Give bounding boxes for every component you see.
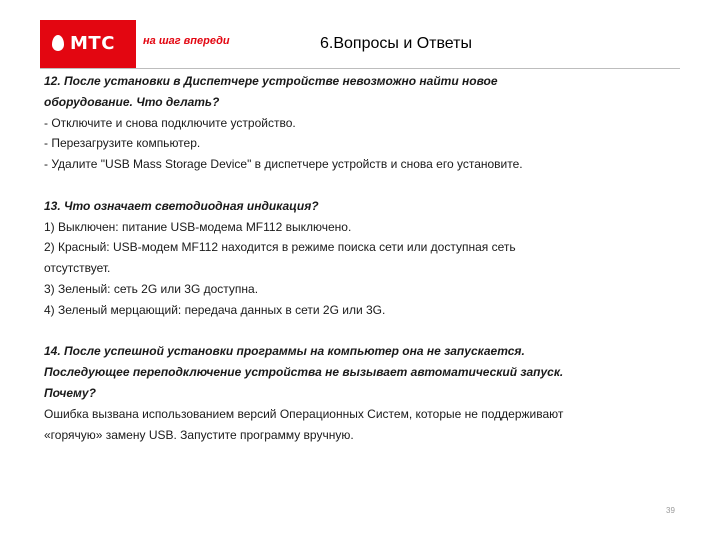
section-spacer <box>44 321 684 342</box>
brand-slogan: на шаг впереди <box>143 35 230 47</box>
faq-item-13 <box>44 196 684 321</box>
question-line: Почему? <box>44 385 96 400</box>
answer-line: - Отключите и снова подключите устройство. <box>44 115 296 130</box>
slide-title: 6.Вопросы и Ответы <box>320 35 472 52</box>
answer-line: - Удалите "USB Mass Storage Device" в диспетчере устройств и снова его установите. <box>44 157 523 172</box>
question-line: Последующее переподключение устройства не вызывает автоматический запуск. <box>44 365 564 380</box>
page-number: 39 <box>666 506 675 515</box>
answer-line: 3) Зеленый: сеть 2G или 3G доступна. <box>44 281 259 296</box>
faq-item-12 <box>44 71 684 175</box>
header-divider <box>40 68 680 69</box>
answer-line: 1) Выключен: питание USB-модема MF112 выключено. <box>44 219 352 234</box>
answer-line: Ошибка вызвана использованием версий Операционных Систем, которые не поддерживают <box>44 406 564 421</box>
faq-content <box>44 71 684 445</box>
answer-line: - Перезагрузите компьютер. <box>44 136 201 151</box>
answer-line: 4) Зеленый мерцающий: передача данных в сети 2G или 3G. <box>44 302 386 317</box>
section-spacer <box>44 175 684 196</box>
answer-line: «горячую» замену USB. Запустите программу вручную. <box>44 427 354 442</box>
faq-item-14 <box>44 341 684 445</box>
question-line: 12. После установки в Диспетчере устройстве невозможно найти новое <box>44 74 498 88</box>
answer-line: отсутствует. <box>44 261 111 276</box>
question-line: оборудование. Что делать? <box>44 94 220 109</box>
answer-line: 2) Красный: USB-модем MF112 находится в режиме поиска сети или доступная сеть <box>44 240 516 255</box>
question-line: 14. После успешной установки программы на компьютер она не запускается. <box>44 344 525 359</box>
brand-name: МТС <box>70 33 115 54</box>
mts-logo <box>40 20 136 68</box>
question-line: 13. Что означает светодиодная индикация? <box>44 198 319 213</box>
mts-egg-icon <box>52 35 64 51</box>
